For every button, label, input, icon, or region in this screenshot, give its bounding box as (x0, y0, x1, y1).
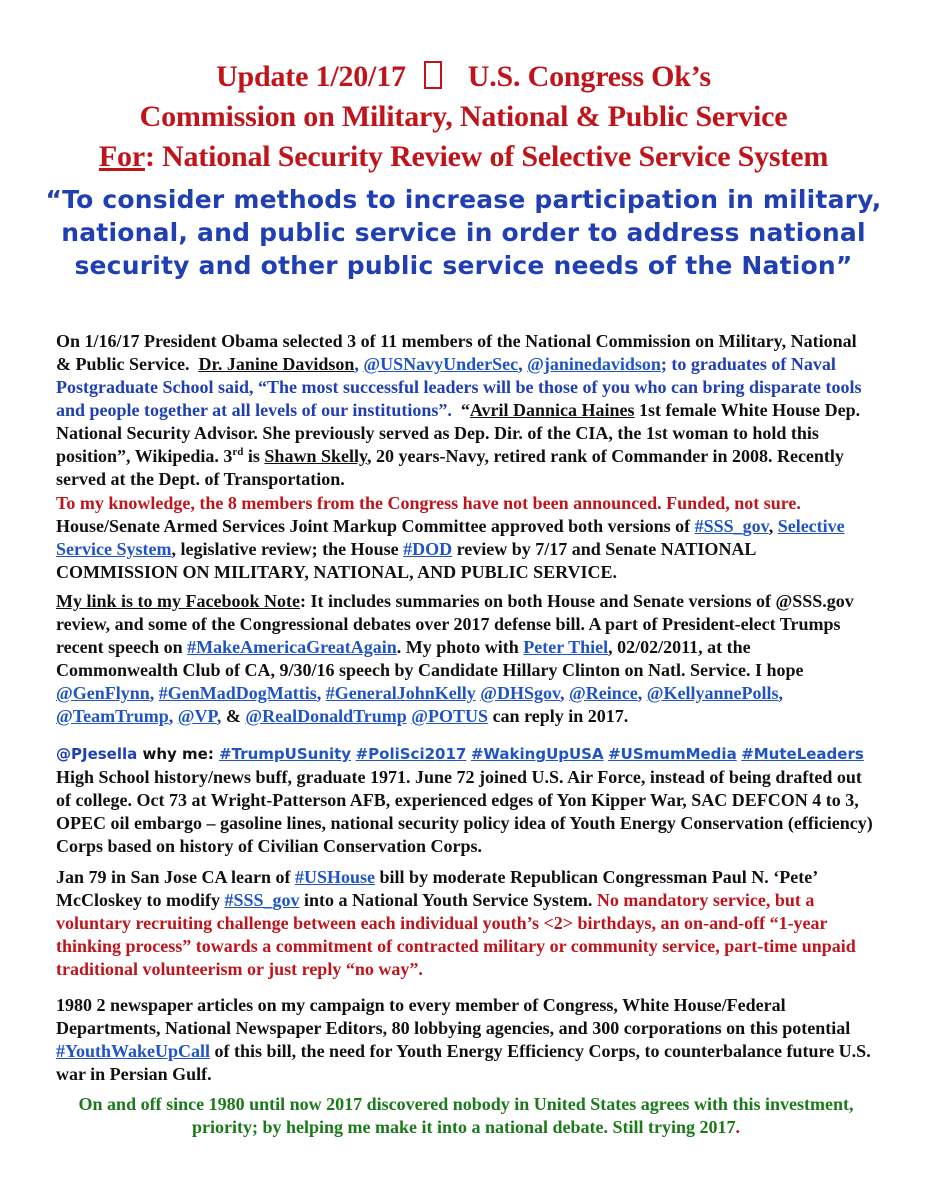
hashtag-link[interactable]: #PoliSci2017 (355, 745, 467, 763)
paragraph-why-me: @PJesella why me: #TrumpUSunity #PoliSci2017 #WakingUpUSA #USmumMedia #MuteLeaders High School history/news buff, graduate 1971. June 72 joined U.S. Air Force, instead of being drafted out of college. Oct 73 at Wright-Patterson AFB, experienced edges of Yon Kipper War, SAC DEFCON 4 to 3, OPEC oil embargo – gasoline lines, national security policy idea of Youth Energy Conservation (efficiency) Corps based on history of Civilian Conservation Corps. (56, 745, 873, 856)
ushouse-link[interactable]: #USHouse (295, 867, 376, 887)
genflynn-link[interactable]: @GenFlynn (56, 683, 150, 703)
paragraph-commission-members: On 1/16/17 President Obama selected 3 of 11 members of the National Commission on Military, National & Public Service. Dr. Janine Davidson, @USNavyUnderSec, @janinedavidson; to graduates of Naval Postgraduate School said, “The most successful leaders will be those of you who can bring disparate tools and people together at all levels of our institutions”. “Avril Dannica Haines 1st female White House Dep. National Security Advisor. She previously served as Dep. Dir. of the CIA, the 1st woman to hold this position”, Wikipedia. 3rd is Shawn Skelly, 20 years-Navy, retired rank of Commander in 2008. Recently served at the Dept. of Transportation. (56, 331, 862, 489)
skelly-name: Shawn Skelly (264, 446, 367, 466)
hashtag-link[interactable]: #WakingUpUSA (470, 745, 604, 763)
youthwakeupcall-link[interactable]: #YouthWakeUpCall (56, 1041, 211, 1061)
title-line-2: Commission on Military, National & Public Service (139, 100, 788, 133)
sss-gov-link[interactable]: #SSS_gov (694, 516, 769, 536)
update-date: Update 1/20/17 (216, 60, 406, 93)
dhsgov-link[interactable]: @DHSgov (480, 683, 561, 703)
congress-text: U.S. Congress Ok’s (467, 60, 711, 93)
selective-service-link[interactable]: Selective Service System (56, 516, 845, 559)
dod-link[interactable]: #DOD (403, 539, 453, 559)
hashtag-link[interactable]: #MuteLeaders (741, 745, 864, 763)
hashtag-link[interactable]: #TrumpUSunity (219, 745, 352, 763)
usnavyundersec-link[interactable]: @USNavyUnderSec (363, 354, 519, 374)
closing-statement: On and off since 1980 until now 2017 discovered nobody in United States agrees with this investment, priority; by helping me make it into a national debate. Still trying 2017. (78, 1094, 854, 1137)
voluntary-service-text: No mandatory service, but a voluntary recruiting challenge between each individual youth’s <2> birthdays, an on-and-off “1-year thinking process” towards a commitment of contracted military or community service, part-time unpaid traditional volunteerism or just reply “no way”. (56, 890, 856, 979)
potus-link[interactable]: @POTUS (411, 706, 489, 726)
paragraph-campaign: 1980 2 newspaper articles on my campaign to every member of Congress, White House/Federal Departments, National Newspaper Editors, 80 lobbying agencies, and 300 corporations on this potential #YouthWakeUpCall of this bill, the need for Youth Energy Efficiency Corps, to counterbalance future U.S. war in Persian Gulf. (56, 995, 871, 1084)
pjesella-link[interactable]: @PJesella (56, 745, 138, 763)
hashtag-link[interactable]: #USmumMedia (608, 745, 737, 763)
realdonaldtrump-link[interactable]: @RealDonaldTrump (245, 706, 407, 726)
paragraph-mccloskey-bill: Jan 79 in San Jose CA learn of #USHouse bill by moderate Republican Congressman Paul N. ‘Pete’ McCloskey to modify #SSS_gov into a National Youth Service System. No mandatory service, but a voluntary recruiting challenge between each individual youth’s <2> birthdays, an on-and-off “1-year thinking process” towards a commitment of contracted military or community service, part-time unpaid traditional volunteerism or just reply “no way”. (56, 867, 856, 979)
sss-gov-link-2[interactable]: #SSS_gov (224, 890, 300, 910)
biography-text: High School history/news buff, graduate 1971. June 72 joined U.S. Air Force, instead of being drafted out of college. Oct 73 at Wright-Patterson AFB, experienced edges of Yon Kipper War, SAC DEFCON 4 to 3, OPEC oil embargo – gasoline lines, national security policy idea of Youth Energy Conservation (efficiency) Corps based on history of Civilian Conservation Corps. (56, 767, 873, 856)
for-rest: : National Security Review of Selective Service System (144, 140, 829, 173)
kellyannepolls-link[interactable]: @KellyannePolls (646, 683, 779, 703)
missing-glyph-box-icon (424, 61, 442, 89)
paragraph-facebook-note: My link is to my Facebook Note: It includes summaries on both House and Senate versions of @SSS.gov review, and some of the Congressional debates over 2017 defense bill. A part of President-elect Trumps recent speech on #MakeAmericaGreatAgain. My photo with Peter Thiel, 02/02/2011, at the Commonwealth Club of CA, 9/30/16 speech by Candidate Hillary Clinton on Natl. Service. I hope @GenFlynn, #GenMadDogMattis, #GeneralJohnKelly @DHSgov, @Reince, @KellyannePolls, @TeamTrump, @VP, & @RealDonaldTrump @POTUS can reply in 2017. (56, 591, 854, 726)
mission-quote: “To consider methods to increase participation in military, national, and public service in order to address national security and other public service needs of the Nation” (45, 185, 882, 280)
for-word: For (98, 140, 145, 173)
davidson-name: Dr. Janine Davidson (198, 354, 355, 374)
red-note: To my knowledge, the 8 members from the Congress have not been announced. Funded, not sure. (56, 493, 801, 513)
generaljohnkelly-link[interactable]: #GeneralJohnKelly (325, 683, 476, 703)
maga-link[interactable]: #MakeAmericaGreatAgain (187, 637, 397, 657)
reince-link[interactable]: @Reince (569, 683, 638, 703)
facebook-note-label: My link is to my Facebook Note (56, 591, 300, 611)
title-line-3 (0, 137, 927, 177)
janinedavidson-link[interactable]: @janinedavidson (527, 354, 661, 374)
vp-link[interactable]: @VP (177, 706, 217, 726)
teamtrump-link[interactable]: @TeamTrump (56, 706, 169, 726)
genmaddogmattis-link[interactable]: #GenMadDogMattis (158, 683, 317, 703)
peter-thiel-link[interactable]: Peter Thiel (523, 637, 609, 657)
title-line-1 (0, 57, 927, 97)
paragraph-congress-members: To my knowledge, the 8 members from the Congress have not been announced. Funded, not sure. House/Senate Armed Services Joint Markup Committee approved both versions of #SSS_gov, Selective Service System, legislative review; the House #DOD review by 7/17 and Senate NATIONAL COMMISSION ON MILITARY, NATIONAL, AND PUBLIC SERVICE. (56, 493, 845, 582)
haines-name: Avril Dannica Haines (469, 400, 635, 420)
